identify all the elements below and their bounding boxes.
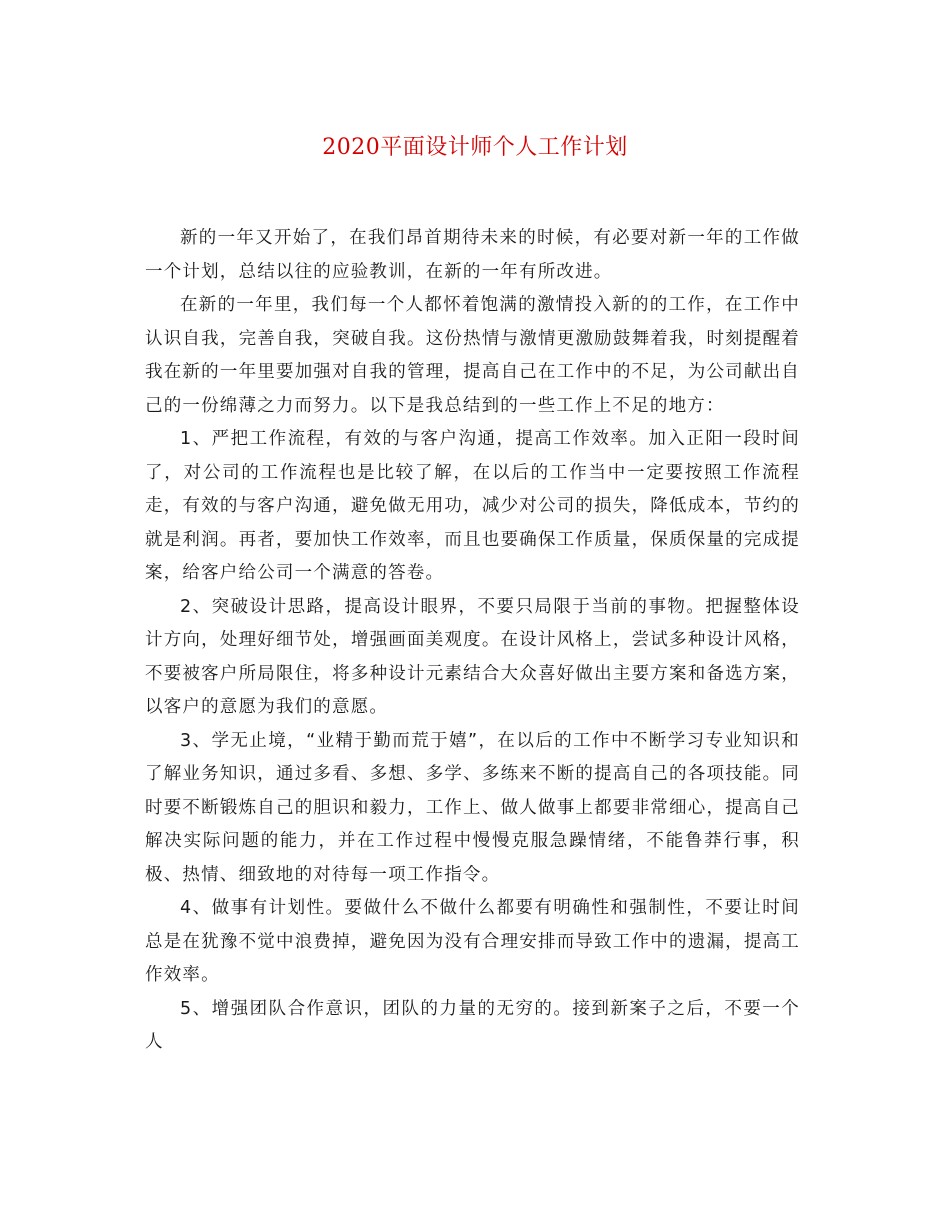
paragraph-new-year: 在新的一年里，我们每一个人都怀着饱满的激情投入新的的工作，在工作中认识自我，完善自我，突破自我。这份热情与激情更激励鼓舞着我，时刻提醒着我在新的一年里要加强对自我的管理，提高自己在工作中的不足，为公司献出自己的一份绵薄之力而努力。以下是我总结到的一些工作上不足的地方：: [145, 295, 800, 416]
paragraph-item-2: 2、突破设计思路，提高设计眼界，不要只局限于当前的事物。把握整体设计方向，处理好细节处，增强画面美观度。在设计风格上，尝试多种设计风格，不要被客户所局限住，将多种设计元素结合大众喜好做出主要方案和备选方案，以客户的意愿为我们的意愿。: [145, 596, 800, 717]
paragraph-item-5: 5、增强团队合作意识，团队的力量的无穷的。接到新案子之后，不要一个人: [145, 998, 800, 1052]
paragraph-item-1: 1、严把工作流程，有效的与客户沟通，提高工作效率。加入正阳一段时间了，对公司的工作流程也是比较了解，在以后的工作当中一定要按照工作流程走，有效的与客户沟通，避免做无用功，减少对公司的损失，降低成本，节约的就是利润。再者，要加快工作效率，而且也要确保工作质量，保质保量的完成提案，给客户给公司一个满意的答卷。: [145, 429, 800, 583]
document-body: [145, 222, 800, 1060]
paragraph-item-4: 4、做事有计划性。要做什么不做什么都要有明确性和强制性，不要让时间总是在犹豫不觉中浪费掉，避免因为没有合理安排而导致工作中的遗漏，提高工作效率。: [145, 898, 800, 985]
paragraph-item-3: 3、学无止境，“业精于勤而荒于嬉”，在以后的工作中不断学习专业知识和了解业务知识，通过多看、多想、多学、多练来不断的提高自己的各项技能。同时要不断锻炼自己的胆识和毅力，工作上、做人做事上都要非常细心，提高自己解决实际问题的能力，并在工作过程中慢慢克服急躁情绪，不能鲁莽行事，积极、热情、细致地的对待每一项工作指令。: [145, 730, 800, 885]
paragraph-intro: 新的一年又开始了，在我们昂首期待未来的时候，有必要对新一年的工作做一个计划，总结以往的应验教训，在新的一年有所改进。: [145, 228, 800, 282]
document-title: 2020平面设计师个人工作计划: [322, 135, 628, 160]
